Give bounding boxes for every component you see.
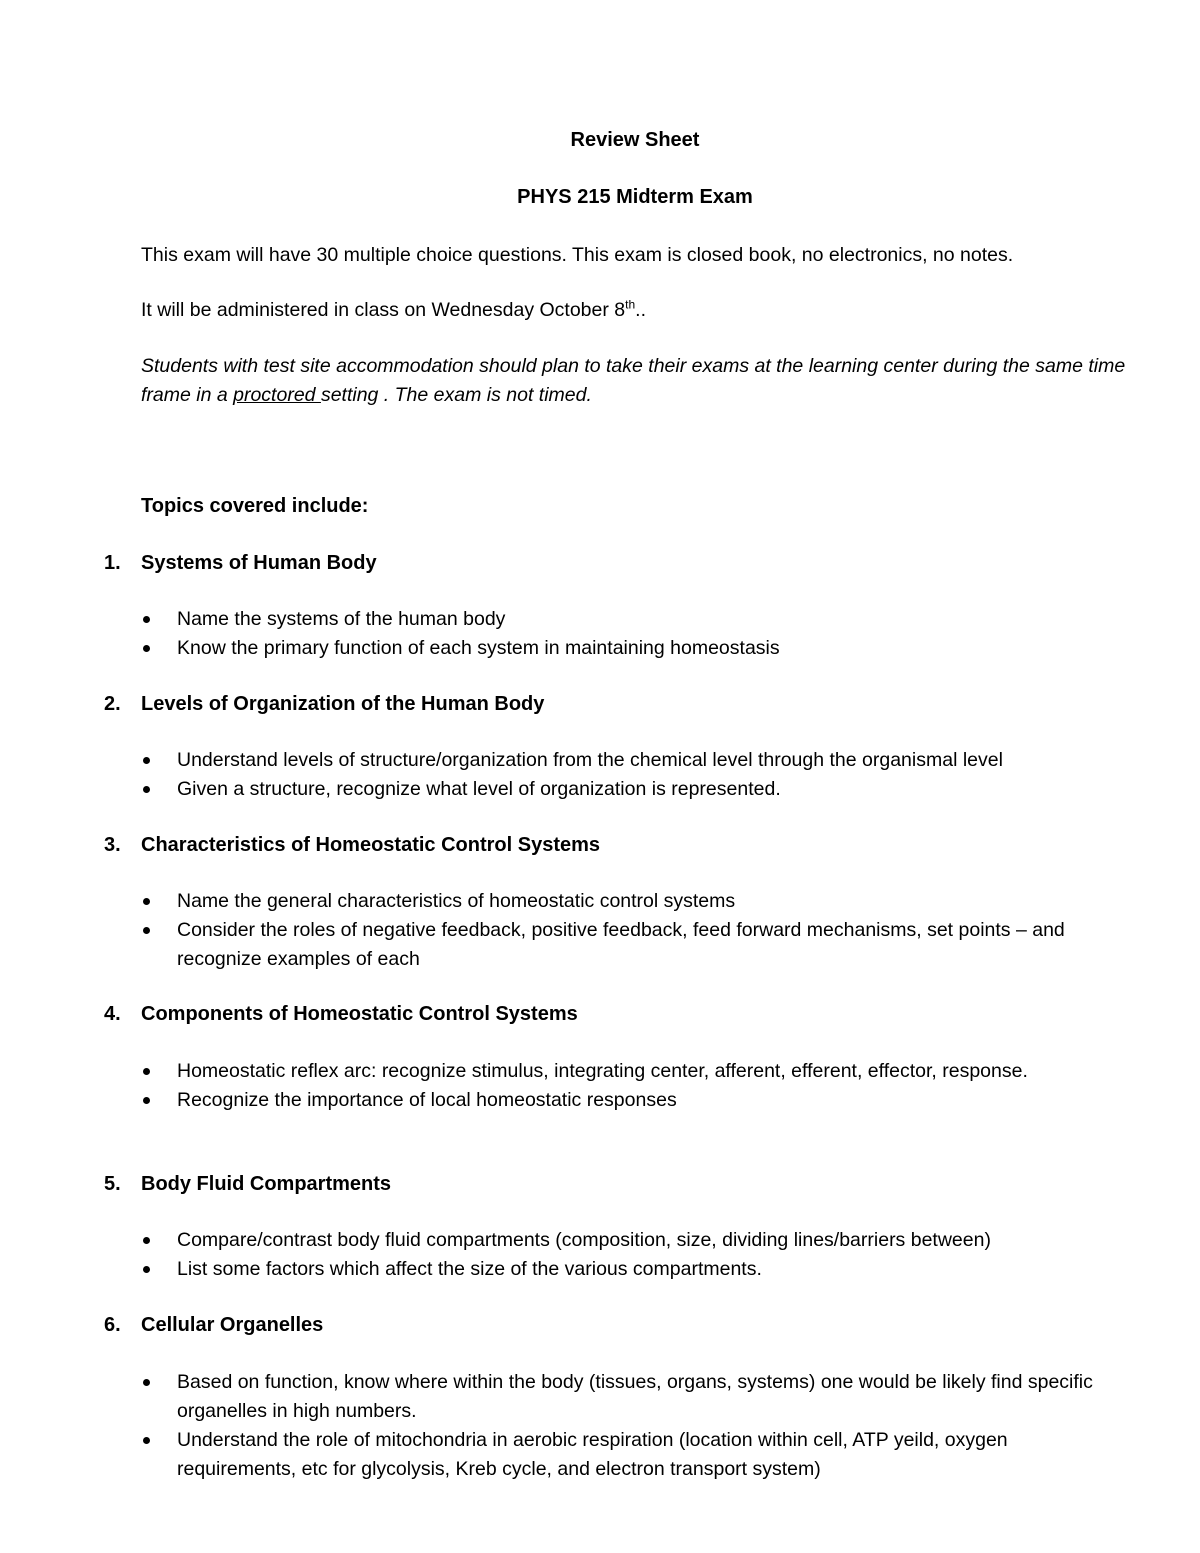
document-subtitle: PHYS 215 Midterm Exam [517,186,753,208]
intro-paragraph-2 [141,296,1131,325]
section-title: Characteristics of Homeostatic Control Systems [141,834,601,856]
bullet-list [141,1368,1126,1484]
list-item [141,1426,1126,1484]
bullet-text: Recognize the importance of local homeostatic responses [177,1089,677,1111]
proctored-underlined-word: proctored [233,384,321,406]
section-heading [104,1312,323,1338]
bullet-text: Name the general characteristics of homeostatic control systems [177,890,736,912]
bullet-text: Understand levels of structure/organization from the chemical level through the organismal level [177,749,1003,771]
exam-date-trailing: .. [635,299,646,321]
list-item [141,634,1126,663]
section-title: Components of Homeostatic Control Systems [141,1003,578,1025]
section-title: Levels of Organization of the Human Body [141,693,545,715]
accommodation-note [141,352,1131,410]
section-title: Systems of Human Body [141,552,377,574]
section-number: 2. [104,693,121,715]
section-heading [104,550,377,576]
bullet-icon [143,898,150,905]
list-item [141,916,1126,974]
bullet-icon [143,616,150,623]
section-number: 6. [104,1314,121,1336]
bullet-text: Know the primary function of each system in maintaining homeostasis [177,637,780,659]
list-item [141,1255,1126,1284]
section-number: 3. [104,834,121,856]
section-heading [104,691,544,717]
bullet-icon [143,1068,150,1075]
section-number: 1. [104,552,121,574]
bullet-list [141,1057,1126,1115]
bullet-list [141,1226,1126,1284]
section-heading [104,832,600,858]
list-item [141,1226,1126,1255]
date-ordinal-suffix: th [625,297,636,312]
bullet-text: Name the systems of the human body [177,608,506,630]
list-item [141,746,1126,775]
intro-paragraph-1: This exam will have 30 multiple choice questions. This exam is closed book, no electronics, no notes. [141,244,1014,266]
bullet-icon [143,757,150,764]
bullet-list [141,746,1126,804]
list-item [141,1057,1126,1086]
bullet-text: Understand the role of mitochondria in aerobic respiration (location within cell, ATP yeild, oxygen requirements, etc for glycolysis, Kreb cycle, and electron transport system) [177,1429,1008,1480]
bullet-icon [143,1379,150,1386]
bullet-icon [143,786,150,793]
list-item [141,887,1126,916]
list-item [141,1086,1126,1115]
section-heading [104,1001,578,1027]
bullet-text: Given a structure, recognize what level of organization is represented. [177,778,781,800]
bullet-text: Compare/contrast body fluid compartments (composition, size, dividing lines/barriers between) [177,1229,991,1251]
bullet-text: Based on function, know where within the body (tissues, organs, systems) one would be likely find specific organelles in high numbers. [177,1371,1093,1422]
section-number: 5. [104,1173,121,1195]
section-title: Body Fluid Compartments [141,1173,392,1195]
list-item [141,775,1126,804]
bullet-icon [143,1237,150,1244]
accommodation-note-text: Students with test site accommodation should plan to take their exams at the learning center during the same time frame in a [141,355,1126,406]
topics-heading: Topics covered include: [141,495,369,517]
accommodation-note-end: setting . The exam is not timed. [320,384,592,406]
bullet-text: Homeostatic reflex arc: recognize stimulus, integrating center, afferent, efferent, effector, response. [177,1060,1028,1082]
bullet-text: List some factors which affect the size of the various compartments. [177,1258,762,1280]
bullet-list [141,887,1126,974]
list-item [141,1368,1126,1426]
bullet-icon [143,1097,150,1104]
document-title: Review Sheet [570,129,700,151]
bullet-list [141,605,1126,663]
bullet-icon [143,1266,150,1273]
bullet-icon [143,645,150,652]
bullet-text: Consider the roles of negative feedback, positive feedback, feed forward mechanisms, set points – and recognize examples of each [177,919,1065,970]
section-heading [104,1171,391,1197]
list-item [141,605,1126,634]
bullet-icon [143,927,150,934]
bullet-icon [143,1437,150,1444]
section-title: Cellular Organelles [141,1314,324,1336]
section-number: 4. [104,1003,121,1025]
exam-date-text: It will be administered in class on Wednesday October 8 [141,299,626,321]
